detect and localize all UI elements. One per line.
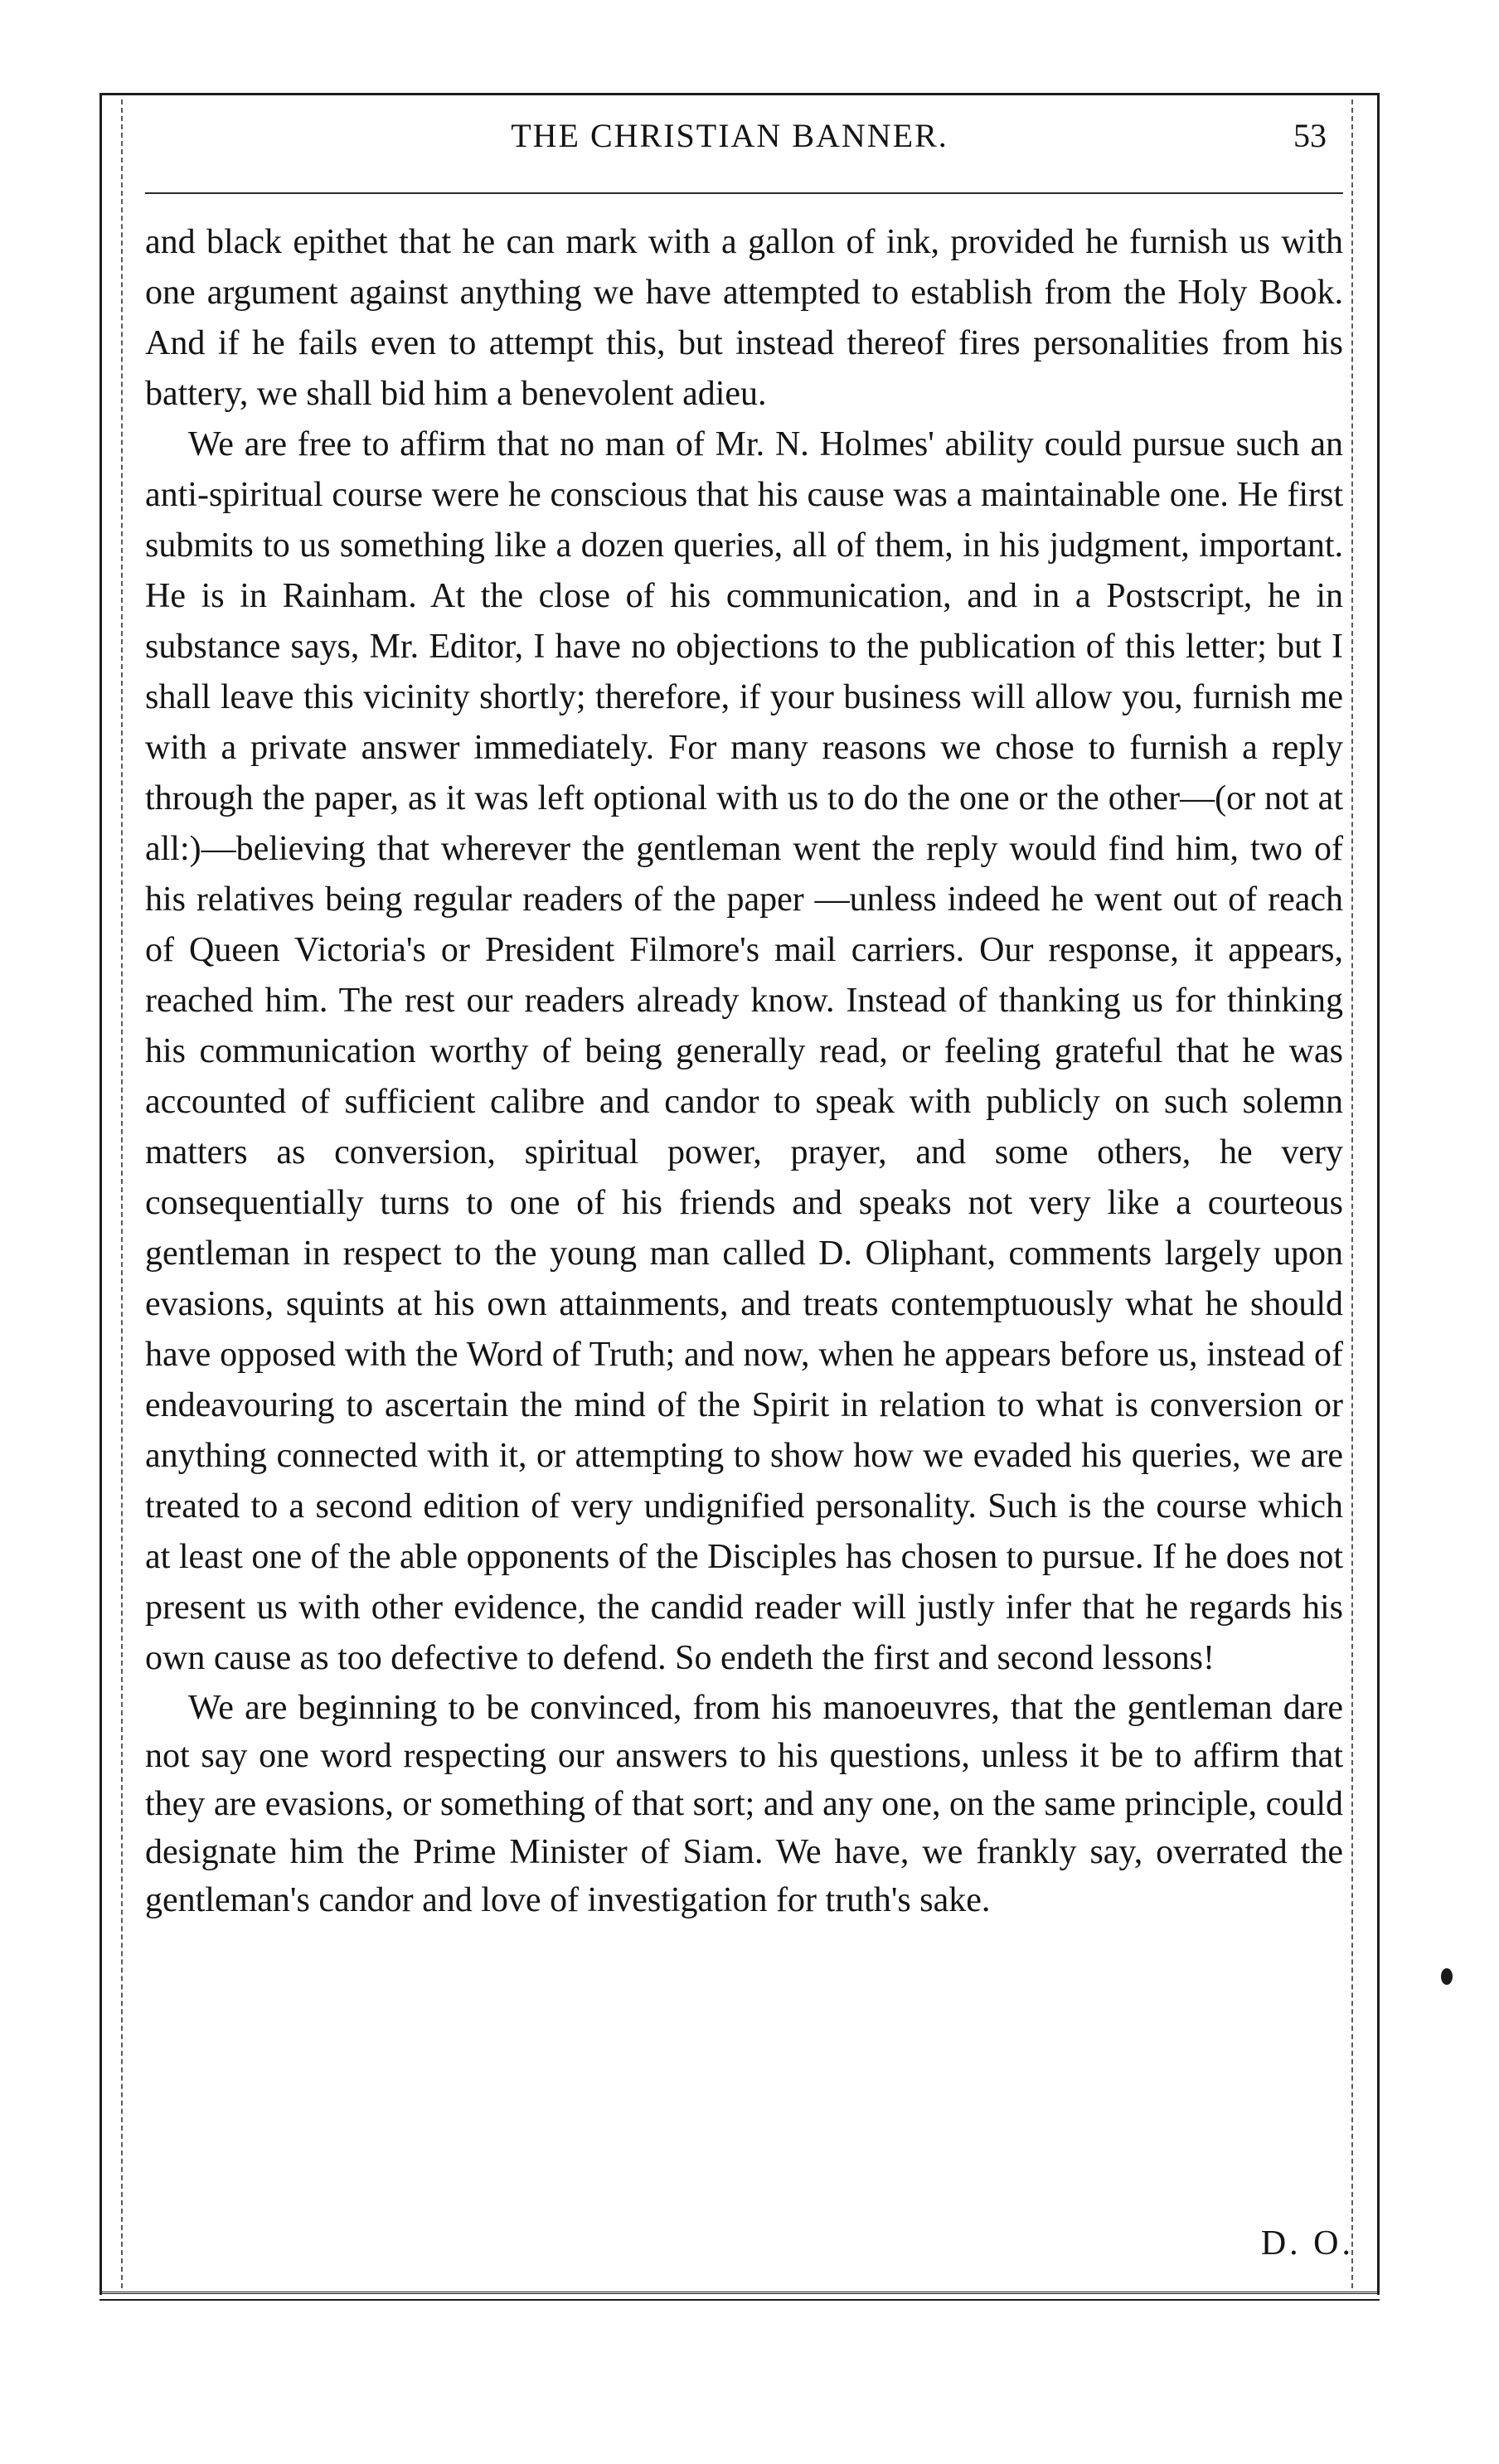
article-body — [145, 217, 1343, 1924]
margin-dot-ornament — [1441, 1968, 1453, 1985]
inner-rule-left — [121, 99, 123, 2288]
signature: D. O. — [1260, 2224, 1354, 2263]
running-title: THE CHRISTIAN BANNER. — [511, 117, 948, 154]
paragraph-3: We are beginning to be convinced, from his manoeuvres, that the gentleman dare not say one word respecting our answers to his questions, unless it be to affirm that they are evasions, or something of that sort; and any one, on the same principle, could designate him the Prime Minister of Siam. We have, we frankly say, overrated the gentleman's candor and love of investigation for truth's sake. — [145, 1689, 1343, 1919]
paragraph-1: and black epithet that he can mark with a gallon of ink, provided he furnish us with one argument against anything we have attempted to establish from the Holy Book. And if he fails even to attempt this, but instead thereof fires personalities from his battery, we shall bid him a benevolent adieu. — [145, 223, 1343, 413]
page-header — [133, 116, 1327, 174]
paragraph-2: We are free to affirm that no man of Mr. N. Holmes' ability could pursue such an anti-spiritual course were he conscious that his cause was a maintainable one. He first submits to us something like a dozen queries, all of them, in his judgment, important. He is in Rainham. At the close of his communication, and in a Postscript, he in substance says, Mr. Editor, I have no objections to the publication of this letter; but I shall leave this vicinity shortly; therefore, if your business will allow you, furnish me with a private answer immediately. For many reasons we chose to furnish a reply through the paper, as it was left optional with us to do the one or the other—(or not at all:)—believing that wherever the gentleman went the reply would find him, two of his relatives being regular readers of the paper —unless indeed he went out of reach of Queen Victoria's or President Filmore's mail carriers. Our response, it appears, reached him. The rest our readers already know. Instead of thanking us for thinking his communication worthy of being generally read, or feeling grateful that he was accounted of sufficient calibre and candor to speak with publicly on such solemn matters as conversion, spiritual power, prayer, and some others, he very consequentially turns to one of his friends and speaks not very like a courteous gentleman in respect to the young man called D. Oliphant, comments largely upon evasions, squints at his own attainments, and treats contemptuously what he should have opposed with the Word of Truth; and now, when he appears before us, instead of endeavouring to ascertain the mind of the Spirit in relation to what is conversion or anything connected with it, or attempting to show how we evaded his queries, we are treated to a second edition of very undignified personality. Such is the course which at least one of the able opponents of the Disciples has chosen to pursue. If he does not present us with other evidence, the candid reader will justly infer that he regards his own cause as too defective to defend. So endeth the first and second lessons! — [145, 425, 1343, 1677]
page-number: 53 — [1293, 117, 1327, 154]
header-rule — [145, 192, 1343, 194]
inner-rule-right — [1351, 99, 1353, 2288]
frame-bottom-rule — [99, 2292, 1380, 2301]
